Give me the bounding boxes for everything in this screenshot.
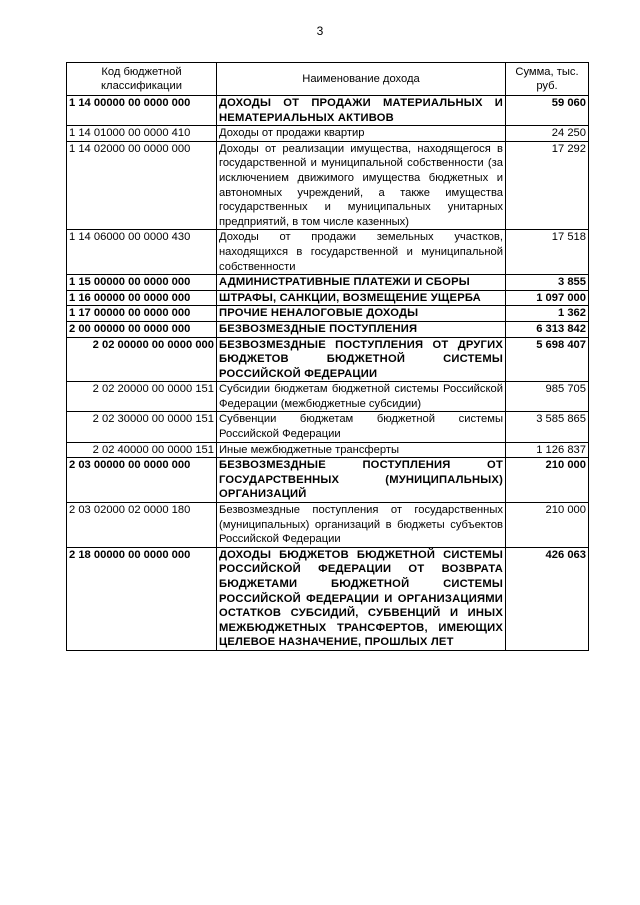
budget-code-cell: 1 14 02000 00 0000 000 [67, 141, 217, 230]
revenue-name-cell: Доходы от продажи квартир [217, 126, 506, 142]
revenue-name-cell: ДОХОДЫ БЮДЖЕТОВ БЮДЖЕТНОЙ СИСТЕМЫ РОССИЙСКОЙ ФЕДЕРАЦИИ ОТ ВОЗВРАТА БЮДЖЕТАМИ БЮДЖЕТНОЙ СИСТЕМЫ РОССИЙСКОЙ ФЕДЕРАЦИИ И ОРГАНИЗАЦИЯМИ ОСТАТКОВ СУБСИДИЙ, СУБВЕНЦИЙ И ИНЫХ МЕЖБЮДЖЕТНЫХ ТРАНСФЕРТОВ, ИМЕЮЩИХ ЦЕЛЕВОЕ НАЗНАЧЕНИЕ, ПРОШЛЫХ ЛЕТ [217, 547, 506, 650]
budget-code-cell: 1 14 01000 00 0000 410 [67, 126, 217, 142]
table-row [67, 230, 589, 275]
budget-code-cell: 1 14 06000 00 0000 430 [67, 230, 217, 275]
table-row [67, 126, 589, 142]
amount-cell: 17 292 [506, 141, 589, 230]
revenue-name-cell: Доходы от реализации имущества, находящегося в государственной и муниципальной собственности (за исключением движимого имущества бюджетных и автономных учреждений, а также имущества государственных и муниципальных унитарных предприятий, в том числе казенных) [217, 141, 506, 230]
table-row [67, 96, 589, 126]
revenue-name-cell: ШТРАФЫ, САНКЦИИ, ВОЗМЕЩЕНИЕ УЩЕРБА [217, 290, 506, 306]
header-sum: Сумма, тыс. руб. [506, 63, 589, 96]
table-row [67, 547, 589, 650]
budget-code-cell: 2 02 40000 00 0000 151 [67, 442, 217, 458]
amount-cell: 3 585 865 [506, 412, 589, 442]
revenue-name-cell: Доходы от продажи земельных участков, находящихся в государственной и муниципальной собственности [217, 230, 506, 275]
amount-cell: 3 855 [506, 275, 589, 291]
revenue-name-cell: АДМИНИСТРАТИВНЫЕ ПЛАТЕЖИ И СБОРЫ [217, 275, 506, 291]
revenue-name-cell: Безвозмездные поступления от государственных (муниципальных) организаций в бюджеты субъектов Российской Федерации [217, 503, 506, 548]
amount-cell: 985 705 [506, 382, 589, 412]
revenue-name-cell: ДОХОДЫ ОТ ПРОДАЖИ МАТЕРИАЛЬНЫХ И НЕМАТЕРИАЛЬНЫХ АКТИВОВ [217, 96, 506, 126]
budget-code-cell: 1 16 00000 00 0000 000 [67, 290, 217, 306]
amount-cell: 210 000 [506, 503, 589, 548]
amount-cell: 1 362 [506, 306, 589, 322]
revenue-name-cell: Иные межбюджетные трансферты [217, 442, 506, 458]
budget-code-cell: 2 03 00000 00 0000 000 [67, 458, 217, 503]
revenue-table [66, 62, 589, 651]
table-row [67, 412, 589, 442]
amount-cell: 426 063 [506, 547, 589, 650]
table-row [67, 290, 589, 306]
budget-code-cell: 1 14 00000 00 0000 000 [67, 96, 217, 126]
table-header-row [67, 63, 589, 96]
amount-cell: 210 000 [506, 458, 589, 503]
revenue-name-cell: ПРОЧИЕ НЕНАЛОГОВЫЕ ДОХОДЫ [217, 306, 506, 322]
table-row [67, 442, 589, 458]
budget-code-cell: 1 15 00000 00 0000 000 [67, 275, 217, 291]
table-row [67, 275, 589, 291]
revenue-name-cell: БЕЗВОЗМЕЗДНЫЕ ПОСТУПЛЕНИЯ [217, 321, 506, 337]
page-number: 3 [316, 24, 324, 38]
table-body [67, 96, 589, 651]
amount-cell: 1 097 000 [506, 290, 589, 306]
budget-code-cell: 2 02 00000 00 0000 000 [67, 337, 217, 382]
header-code: Код бюджетной классификации [67, 63, 217, 96]
amount-cell: 17 518 [506, 230, 589, 275]
table-row [67, 321, 589, 337]
revenue-name-cell: Субвенции бюджетам бюджетной системы Российской Федерации [217, 412, 506, 442]
amount-cell: 6 313 842 [506, 321, 589, 337]
budget-code-cell: 2 18 00000 00 0000 000 [67, 547, 217, 650]
budget-code-cell: 2 03 02000 02 0000 180 [67, 503, 217, 548]
table-row [67, 503, 589, 548]
table-row [67, 382, 589, 412]
table-row [67, 458, 589, 503]
budget-code-cell: 1 17 00000 00 0000 000 [67, 306, 217, 322]
budget-code-cell: 2 02 20000 00 0000 151 [67, 382, 217, 412]
budget-code-cell: 2 02 30000 00 0000 151 [67, 412, 217, 442]
amount-cell: 1 126 837 [506, 442, 589, 458]
amount-cell: 5 698 407 [506, 337, 589, 382]
revenue-name-cell: БЕЗВОЗМЕЗДНЫЕ ПОСТУПЛЕНИЯ ОТ ГОСУДАРСТВЕННЫХ (МУНИЦИПАЛЬНЫХ) ОРГАНИЗАЦИЙ [217, 458, 506, 503]
table-row [67, 141, 589, 230]
budget-code-cell: 2 00 00000 00 0000 000 [67, 321, 217, 337]
amount-cell: 59 060 [506, 96, 589, 126]
table-row [67, 337, 589, 382]
revenue-name-cell: Субсидии бюджетам бюджетной системы Российской Федерации (межбюджетные субсидии) [217, 382, 506, 412]
amount-cell: 24 250 [506, 126, 589, 142]
header-name: Наименование дохода [217, 63, 506, 96]
table-row [67, 306, 589, 322]
revenue-name-cell: БЕЗВОЗМЕЗДНЫЕ ПОСТУПЛЕНИЯ ОТ ДРУГИХ БЮДЖЕТОВ БЮДЖЕТНОЙ СИСТЕМЫ РОССИЙСКОЙ ФЕДЕРАЦИИ [217, 337, 506, 382]
